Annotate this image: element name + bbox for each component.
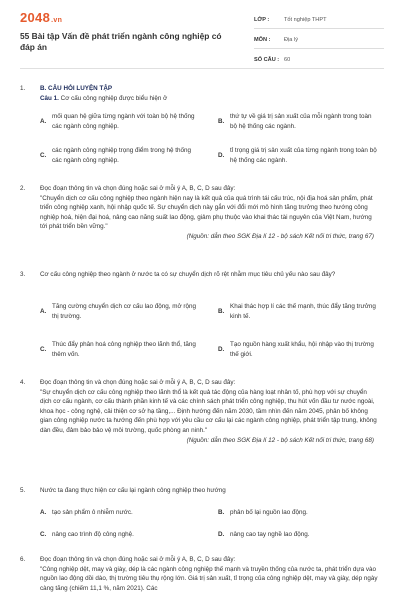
option-letter: D.	[218, 346, 225, 353]
question-5	[20, 486, 380, 548]
question-1	[20, 84, 380, 176]
question-body	[40, 84, 380, 103]
question-body	[40, 555, 380, 593]
option-letter: A.	[40, 308, 47, 315]
question-number: 6.	[20, 556, 26, 563]
question-number: 2.	[20, 185, 26, 192]
option-letter: C.	[40, 152, 47, 159]
meta-row-count	[254, 54, 384, 69]
answer-options	[40, 108, 380, 174]
answer-options	[40, 298, 380, 368]
option-text: phân bố lại nguồn lao động.	[230, 509, 308, 516]
meta-label: MÔN :	[254, 37, 271, 43]
meta-label: SỐ CÂU :	[254, 57, 280, 63]
option-text: Tăng cường chuyển dịch cơ cấu lao động, mở rộng thị trường.	[52, 303, 197, 320]
option-letter: D.	[218, 152, 225, 159]
meta-value: 60	[284, 57, 291, 63]
question-body	[40, 486, 380, 496]
option-text: mối quan hệ giữa từng ngành với toàn bộ hệ thống các ngành công nghiệp.	[52, 113, 195, 130]
option-text: tạo sản phẩm ô nhiễm nước.	[52, 509, 133, 516]
logo-text: 2048	[20, 10, 51, 25]
question-heading	[40, 94, 380, 104]
meta-label: LỚP :	[254, 17, 270, 23]
passage-source: (Nguồn: dẫn theo SGK Địa lí 12 - bộ sách Kết nối tri thức, trang 67)	[186, 232, 374, 240]
passage-text: "Sự chuyển dịch cơ cấu công nghiệp theo lãnh thổ là kết quả tác động của hàng loạt nhân tố, phù hợp với sự chuyển dịch cơ cấu ngành, cơ cấu thành phần kinh tế và các chính sách phát triển công nghiệp, thu hút vốn đầu tư nước ngoài, khoa học - công nghệ, cải thiện cơ sở hạ tầng,... Định hướng đến năm 2030, tầm nhìn đến năm 2045, phân bố không gian công nghiệp nước ta hướng đến phù hợp với yêu cầu cơ cấu lại các ngành công nghiệp, phát triển tập trung, không dàn đều, đảm bảo bảo vệ môi trường, quốc phòng an ninh."	[40, 388, 377, 434]
passage-text: "Chuyển dịch cơ cấu công nghiệp theo ngành hiện nay là kết quả của quá trình tái cấu trúc, nội địa hoá sản phẩm, phát triển công nghiệp xanh, hội nhập quốc tế. Sự chuyển dịch này gắn với đổi mới mô hình tăng trưởng theo hướng công nghiệp hoá, hiện đại hoá, nâng cao năng suất lao động, giảm phụ thuộc vào khai thác tài nguyên của Việt Nam, hướng tới phát triển bền vững."	[40, 194, 373, 231]
option-text: các ngành công nghiệp trọng điểm trong hệ thống các ngành công nghiệp.	[52, 147, 191, 164]
question-number: 1.	[20, 85, 26, 92]
meta-value: Địa lý	[284, 37, 298, 43]
question-intro: Đọc đoạn thông tin và chọn đúng hoặc sai ở mỗi ý A, B, C, D sau đây:	[40, 556, 236, 563]
option-text: thứ tự về giá trị sản xuất của mỗi ngành trong toàn bộ hệ thống các ngành.	[230, 113, 372, 130]
passage-source: (Nguồn: dẫn theo SGK Địa lí 12 - bộ sách Kết nối tri thức, trang 68)	[186, 436, 374, 444]
option-text: tỉ trọng giá trị sản xuất của từng ngành trong toàn bộ hệ thống các ngành.	[230, 147, 377, 164]
passage-text: "Công nghiệp dệt, may và giày, dép là các ngành công nghiệp thế mạnh và truyền thống của nước ta, phát triển dựa vào nguồn lao động dồi dào, thị trường tiêu thụ rộng lớn. Giá trị sản xuất, tỉ trọng của công nghiệp dệt, may và giày, dép ngày càng tăng (chiếm 11,1 %, năm 2021). Các	[40, 565, 378, 592]
question-2	[20, 184, 380, 258]
question-text: Cơ cấu công nghiệp theo ngành ở nước ta có sự chuyển dịch rõ rệt nhằm mục tiêu chủ yếu nào sau đây?	[40, 271, 336, 278]
option-letter: C.	[40, 346, 47, 353]
document-title: 55 Bài tập Vấn đề phát triển ngành công nghiệp có đáp án	[20, 31, 222, 52]
meta-row-subject	[254, 34, 384, 49]
meta-value: Tốt nghiệp THPT	[284, 17, 327, 23]
question-number: 3.	[20, 271, 26, 278]
option-letter: A.	[40, 509, 47, 516]
option-text: nâng cao trình độ công nghệ.	[52, 531, 134, 538]
question-number: 5.	[20, 487, 26, 494]
option-letter: A.	[40, 118, 47, 125]
question-text: Nước ta đang thực hiện cơ cấu lại ngành công nghiệp theo hướng	[40, 487, 226, 494]
option-text: Tạo nguồn hàng xuất khẩu, hội nhập vào thị trường thế giới.	[230, 341, 374, 358]
option-letter: B.	[218, 118, 225, 125]
document-header	[0, 0, 400, 64]
question-text: Cơ cấu công nghiệp được biểu hiện ở	[60, 94, 168, 102]
meta-panel	[254, 14, 384, 74]
answer-options	[40, 504, 380, 546]
option-letter: B.	[218, 308, 225, 315]
site-logo[interactable]	[20, 10, 62, 25]
question-body	[40, 184, 380, 242]
section-heading: B. CÂU HỎI LUYỆN TẬP	[40, 85, 113, 92]
logo-suffix: .vn	[51, 17, 63, 24]
question-intro: Đọc đoạn thông tin và chọn đúng hoặc sai ở mỗi ý A, B, C, D sau đây:	[40, 379, 236, 386]
question-body	[40, 378, 380, 445]
option-letter: B.	[218, 509, 225, 516]
question-intro: Đọc đoạn thông tin và chọn đúng hoặc sai ở mỗi ý A, B, C, D sau đây:	[40, 185, 236, 192]
option-text: nâng cao tay nghề lao động.	[230, 531, 310, 538]
question-4	[20, 378, 380, 474]
question-body	[40, 270, 380, 280]
question-6	[20, 555, 380, 600]
option-text: Thúc đẩy phân hoá công nghiệp theo lãnh thổ, tăng thêm vốn.	[52, 341, 196, 358]
meta-row-grade	[254, 14, 384, 29]
header-divider	[20, 68, 380, 69]
question-3	[20, 270, 380, 370]
option-letter: D.	[218, 531, 225, 538]
option-text: Khai thác hợp lí các thế mạnh, thúc đẩy tăng trưởng kinh tế.	[230, 303, 376, 320]
option-letter: C.	[40, 531, 47, 538]
question-number: 4.	[20, 379, 26, 386]
question-label: Câu 1.	[40, 94, 59, 102]
